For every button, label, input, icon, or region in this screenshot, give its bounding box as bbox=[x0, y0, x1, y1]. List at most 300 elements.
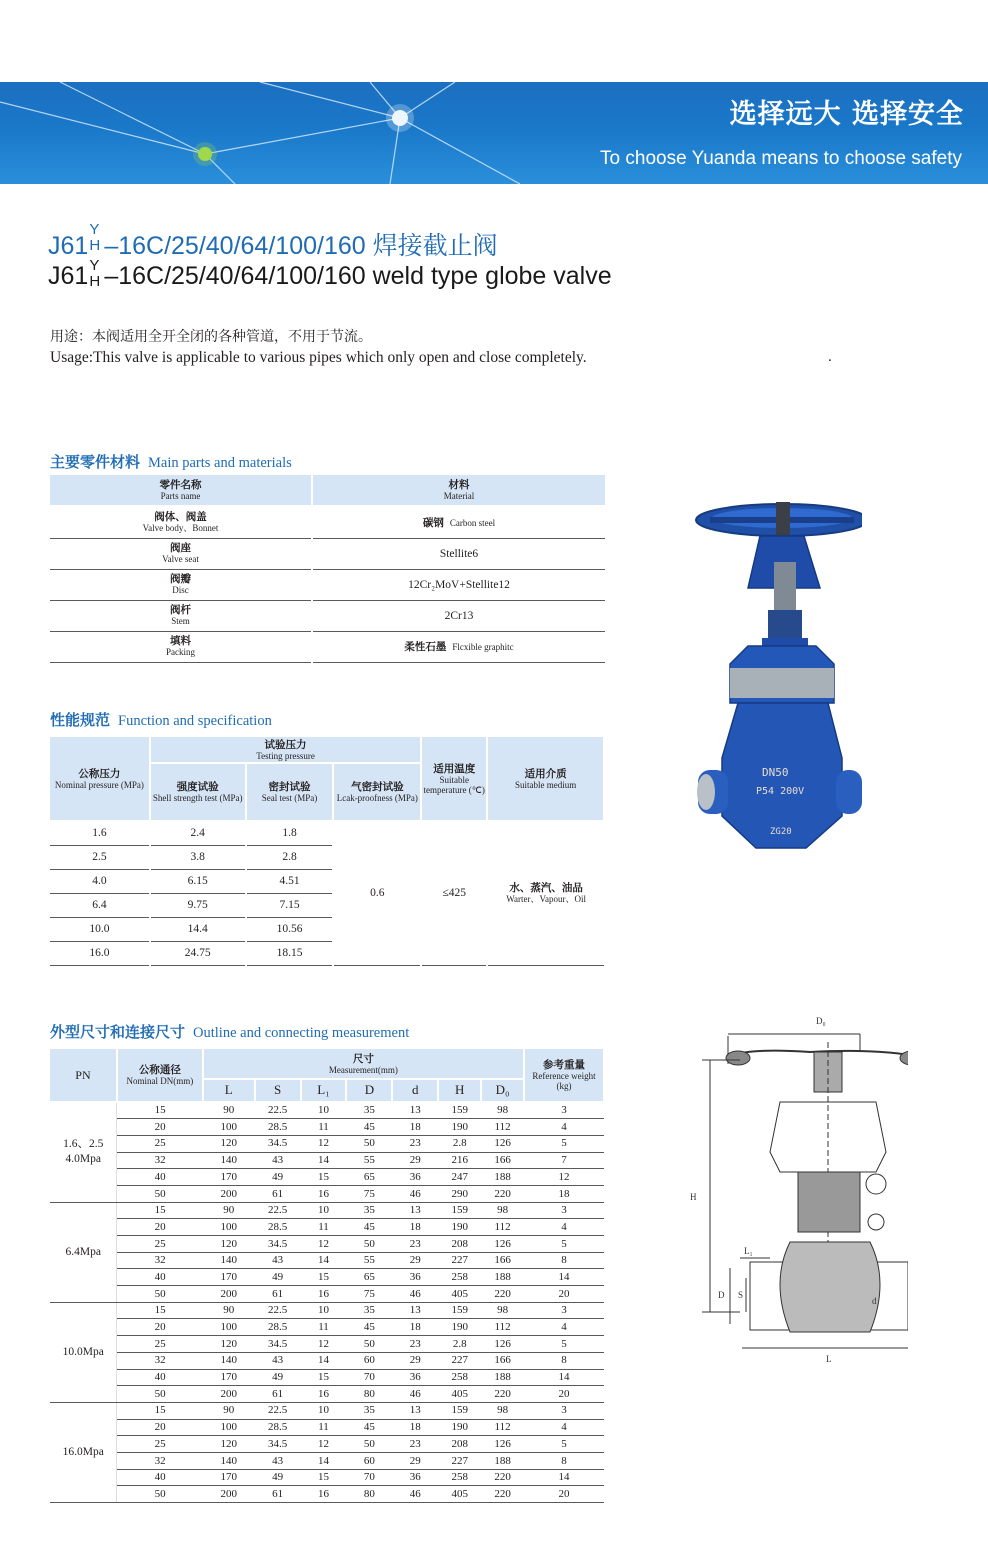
outline-cell: 5 bbox=[524, 1135, 604, 1152]
dim-label-h: H bbox=[690, 1192, 697, 1202]
outline-cell: 36 bbox=[392, 1169, 438, 1186]
outline-cell: 90 bbox=[203, 1102, 255, 1119]
outline-cell: 55 bbox=[346, 1152, 392, 1169]
materials-row bbox=[50, 600, 605, 631]
outline-cell: 50 bbox=[346, 1436, 392, 1453]
medium-value bbox=[487, 821, 604, 965]
usage-cn: 用途：本阀适用全开全闭的各种管道，不用于节流。 bbox=[50, 329, 372, 345]
part-name-en: Stem bbox=[171, 616, 190, 626]
hdr-en: Lcak-proofness (MPa) bbox=[336, 793, 418, 803]
hdr-col-1: S bbox=[255, 1079, 301, 1102]
function-cell: 10.56 bbox=[246, 917, 334, 941]
part-material bbox=[312, 569, 605, 600]
material-en: Stellite6 bbox=[439, 547, 479, 560]
outline-cell: 35 bbox=[346, 1202, 392, 1219]
outline-cell: 18 bbox=[524, 1185, 604, 1202]
outline-cell: 18 bbox=[392, 1219, 438, 1236]
outline-cell: 50 bbox=[117, 1486, 203, 1503]
hdr-cn: 试验压力 bbox=[264, 738, 307, 751]
outline-cell: 29 bbox=[392, 1252, 438, 1269]
hdr-cn: 参考重量 bbox=[543, 1059, 586, 1071]
outline-cell: 4 bbox=[524, 1319, 604, 1336]
outline-cell: 23 bbox=[392, 1135, 438, 1152]
outline-cell: 258 bbox=[438, 1369, 481, 1386]
hdr-en: Suitable temperature (℃) bbox=[423, 774, 485, 795]
outline-cell: 22.5 bbox=[255, 1402, 301, 1419]
outline-row bbox=[50, 1436, 604, 1453]
function-row bbox=[50, 821, 604, 845]
outline-cell: 40 bbox=[117, 1469, 203, 1486]
hdr-en: Nominal DN(mm) bbox=[126, 1076, 194, 1086]
hdr-shell-test bbox=[150, 763, 246, 821]
outline-cell: 46 bbox=[392, 1486, 438, 1503]
materials-heading-en: Main parts and materials bbox=[148, 455, 292, 471]
materials-header-row bbox=[50, 475, 605, 506]
outline-cell: 22.5 bbox=[255, 1302, 301, 1319]
outline-cell: 23 bbox=[392, 1336, 438, 1353]
materials-heading-cn: 主要零件材料 bbox=[50, 453, 141, 471]
dim-label-s: S bbox=[738, 1290, 744, 1300]
outline-cell: 126 bbox=[481, 1436, 524, 1453]
material-en: Carbon steel bbox=[449, 517, 496, 528]
outline-cell: 23 bbox=[392, 1236, 438, 1253]
outline-cell: 188 bbox=[481, 1369, 524, 1386]
outline-row bbox=[50, 1352, 604, 1369]
outline-cell: 14 bbox=[524, 1369, 604, 1386]
outline-cell: 4 bbox=[524, 1419, 604, 1436]
outline-cell: 140 bbox=[203, 1252, 255, 1269]
title-en bbox=[48, 257, 612, 291]
outline-cell: 126 bbox=[481, 1135, 524, 1152]
slogan-cn: 选择远大 选择安全 bbox=[729, 99, 964, 130]
usage-en: Usage:This valve is applicable to various pipes which only open and close completely. bbox=[50, 349, 587, 366]
outline-cell: 405 bbox=[438, 1286, 481, 1303]
outline-cell: 90 bbox=[203, 1402, 255, 1419]
outline-cell: 25 bbox=[117, 1336, 203, 1353]
function-heading-cn: 性能规范 bbox=[50, 711, 111, 729]
outline-row bbox=[50, 1419, 604, 1436]
outline-cell: 258 bbox=[438, 1269, 481, 1286]
outline-cell: 16 bbox=[301, 1185, 347, 1202]
part-name-cn: 阀瓣 bbox=[170, 573, 191, 585]
outline-cell: 90 bbox=[203, 1202, 255, 1219]
outline-row bbox=[50, 1102, 604, 1119]
outline-cell: 10 bbox=[301, 1402, 347, 1419]
outline-cell: 20 bbox=[117, 1119, 203, 1136]
hdr-cn: 公称压力 bbox=[78, 767, 121, 780]
outline-cell: 65 bbox=[346, 1169, 392, 1186]
outline-cell: 50 bbox=[346, 1336, 392, 1353]
outline-row bbox=[50, 1135, 604, 1152]
cast-text-2: P54 200V bbox=[756, 786, 805, 797]
outline-cell: 14 bbox=[301, 1452, 347, 1469]
dim-label-dd: d bbox=[872, 1296, 877, 1306]
dim-label-d0: D₀ bbox=[816, 1016, 826, 1026]
function-cell: 10.0 bbox=[50, 917, 150, 941]
outline-cell: 3 bbox=[524, 1402, 604, 1419]
outline-cell: 126 bbox=[481, 1236, 524, 1253]
function-cell: 3.8 bbox=[150, 845, 246, 869]
outline-cell: 29 bbox=[392, 1152, 438, 1169]
outline-cell: 43 bbox=[255, 1352, 301, 1369]
function-heading-en: Function and specification bbox=[118, 713, 272, 729]
material-cn: 碳钢 bbox=[422, 516, 444, 529]
hdr-cn: 公称通径 bbox=[138, 1064, 181, 1076]
outline-cell: 20 bbox=[524, 1286, 604, 1303]
outline-cell: 159 bbox=[438, 1202, 481, 1219]
title-sup: Y bbox=[89, 221, 100, 238]
outline-cell: 45 bbox=[346, 1219, 392, 1236]
hdr-cn: 尺寸 bbox=[352, 1052, 374, 1065]
outline-cell: 16 bbox=[301, 1386, 347, 1403]
outline-cell: 75 bbox=[346, 1185, 392, 1202]
hdr-nominal-pressure bbox=[50, 737, 150, 821]
outline-cell: 80 bbox=[346, 1486, 392, 1503]
outline-cell: 18 bbox=[392, 1119, 438, 1136]
outline-cell: 15 bbox=[301, 1169, 347, 1186]
outline-cell: 15 bbox=[117, 1202, 203, 1219]
outline-row bbox=[50, 1185, 604, 1202]
outline-cell: 5 bbox=[524, 1436, 604, 1453]
pn-group: 6.4Mpa bbox=[50, 1202, 117, 1302]
outline-cell: 140 bbox=[203, 1452, 255, 1469]
outline-cell: 65 bbox=[346, 1269, 392, 1286]
outline-cell: 80 bbox=[346, 1386, 392, 1403]
function-cell: 4.51 bbox=[246, 869, 334, 893]
outline-cell: 98 bbox=[481, 1202, 524, 1219]
outline-cell: 170 bbox=[203, 1269, 255, 1286]
outline-cell: 188 bbox=[481, 1269, 524, 1286]
outline-cell: 36 bbox=[392, 1469, 438, 1486]
materials-row bbox=[50, 506, 605, 538]
outline-cell: 170 bbox=[203, 1169, 255, 1186]
outline-cell: 7 bbox=[524, 1152, 604, 1169]
function-cell: 7.15 bbox=[246, 893, 334, 917]
outline-cell: 18 bbox=[392, 1319, 438, 1336]
outline-row bbox=[50, 1269, 604, 1286]
materials-col-material bbox=[312, 475, 605, 506]
outline-cell: 50 bbox=[117, 1185, 203, 1202]
outline-cell: 188 bbox=[481, 1452, 524, 1469]
material-cn: 柔性石墨 bbox=[404, 641, 447, 653]
outline-cell: 2.8 bbox=[438, 1135, 481, 1152]
function-cell: 2.5 bbox=[50, 845, 150, 869]
outline-cell: 190 bbox=[438, 1219, 481, 1236]
part-name-en: Disc bbox=[172, 585, 189, 595]
outline-cell: 20 bbox=[117, 1419, 203, 1436]
outline-cell: 220 bbox=[481, 1486, 524, 1503]
pn-group: 1.6、2.5 4.0Mpa bbox=[50, 1102, 117, 1202]
outline-cell: 13 bbox=[392, 1102, 438, 1119]
col-cn: 材料 bbox=[448, 478, 470, 491]
materials-row bbox=[50, 631, 605, 662]
hdr-cn: 气密封试验 bbox=[351, 781, 404, 793]
function-cell: 6.4 bbox=[50, 893, 150, 917]
outline-cell: 45 bbox=[346, 1119, 392, 1136]
outline-cell: 190 bbox=[438, 1419, 481, 1436]
function-cell: 1.8 bbox=[246, 821, 334, 845]
hdr-col-6: D₀ bbox=[481, 1079, 524, 1102]
materials-row bbox=[50, 538, 605, 569]
outline-cell: 14 bbox=[301, 1352, 347, 1369]
outline-cell: 40 bbox=[117, 1269, 203, 1286]
function-cell: 14.4 bbox=[150, 917, 246, 941]
outline-table bbox=[50, 1049, 605, 1503]
outline-cell: 98 bbox=[481, 1102, 524, 1119]
materials-col-parts bbox=[50, 475, 312, 506]
hdr-col-2: L₁ bbox=[301, 1079, 347, 1102]
outline-cell: 46 bbox=[392, 1185, 438, 1202]
outline-cell: 159 bbox=[438, 1102, 481, 1119]
outline-cell: 35 bbox=[346, 1302, 392, 1319]
outline-cell: 220 bbox=[481, 1469, 524, 1486]
outline-cell: 14 bbox=[524, 1469, 604, 1486]
pn-group: 16.0Mpa bbox=[50, 1402, 117, 1502]
outline-cell: 140 bbox=[203, 1152, 255, 1169]
function-cell: 9.75 bbox=[150, 893, 246, 917]
cast-text-3: ZG20 bbox=[770, 827, 792, 837]
outline-row bbox=[50, 1302, 604, 1319]
outline-cell: 75 bbox=[346, 1286, 392, 1303]
outline-cell: 35 bbox=[346, 1102, 392, 1119]
outline-row bbox=[50, 1336, 604, 1353]
outline-cell: 120 bbox=[203, 1236, 255, 1253]
cast-text-1: DN50 bbox=[762, 766, 789, 779]
outline-cell: 46 bbox=[392, 1286, 438, 1303]
outline-cell: 34.5 bbox=[255, 1236, 301, 1253]
outline-row bbox=[50, 1402, 604, 1419]
title-sup: Y bbox=[89, 257, 100, 274]
hdr-cn: 密封试验 bbox=[268, 781, 311, 793]
outline-cell: 20 bbox=[117, 1219, 203, 1236]
part-name-cn: 阀杆 bbox=[170, 604, 191, 616]
col-cn: 零件名称 bbox=[159, 478, 202, 491]
hdr-col-4: d bbox=[392, 1079, 438, 1102]
outline-cell: 126 bbox=[481, 1336, 524, 1353]
outline-cell: 216 bbox=[438, 1152, 481, 1169]
outline-cell: 14 bbox=[301, 1252, 347, 1269]
outline-cell: 13 bbox=[392, 1202, 438, 1219]
outline-cell: 20 bbox=[117, 1319, 203, 1336]
outline-row bbox=[50, 1369, 604, 1386]
col-en: Material bbox=[443, 490, 475, 501]
outline-cell: 36 bbox=[392, 1269, 438, 1286]
outline-cell: 11 bbox=[301, 1119, 347, 1136]
outline-cell: 98 bbox=[481, 1402, 524, 1419]
title-prefix: J61 bbox=[48, 232, 89, 260]
outline-cell: 159 bbox=[438, 1402, 481, 1419]
part-material bbox=[312, 600, 605, 631]
outline-cell: 405 bbox=[438, 1386, 481, 1403]
function-heading bbox=[50, 709, 272, 730]
title-prefix: J61 bbox=[48, 262, 89, 290]
valve-drawing bbox=[680, 1012, 908, 1384]
outline-row bbox=[50, 1219, 604, 1236]
outline-cell: 405 bbox=[438, 1486, 481, 1503]
outline-cell: 14 bbox=[524, 1269, 604, 1286]
outline-cell: 61 bbox=[255, 1486, 301, 1503]
outline-cell: 227 bbox=[438, 1252, 481, 1269]
outline-cell: 50 bbox=[346, 1236, 392, 1253]
hdr-en: Seal test (MPa) bbox=[261, 793, 318, 803]
outline-cell: 4 bbox=[524, 1119, 604, 1136]
hdr-en: Shell strength test (MPa) bbox=[152, 793, 243, 803]
outline-cell: 220 bbox=[481, 1386, 524, 1403]
function-cell: 1.6 bbox=[50, 821, 150, 845]
hdr-cn: 适用介质 bbox=[524, 767, 567, 780]
outline-cell: 200 bbox=[203, 1185, 255, 1202]
outline-cell: 18 bbox=[392, 1419, 438, 1436]
outline-row bbox=[50, 1202, 604, 1219]
outline-cell: 32 bbox=[117, 1352, 203, 1369]
title-sub: H bbox=[89, 237, 101, 254]
outline-cell: 11 bbox=[301, 1319, 347, 1336]
hdr-pn: PN bbox=[50, 1049, 117, 1102]
outline-cell: 247 bbox=[438, 1169, 481, 1186]
outline-row bbox=[50, 1152, 604, 1169]
outline-row bbox=[50, 1119, 604, 1136]
outline-cell: 112 bbox=[481, 1319, 524, 1336]
hdr-measurement bbox=[203, 1049, 524, 1079]
part-material bbox=[312, 631, 605, 662]
outline-heading-cn: 外型尺寸和连接尺寸 bbox=[50, 1023, 186, 1041]
outline-cell: 49 bbox=[255, 1369, 301, 1386]
outline-cell: 112 bbox=[481, 1119, 524, 1136]
function-cell: 6.15 bbox=[150, 869, 246, 893]
outline-cell: 190 bbox=[438, 1119, 481, 1136]
outline-cell: 15 bbox=[301, 1469, 347, 1486]
hdr-en: Nominal pressure (MPa) bbox=[54, 779, 144, 790]
hdr-en: Reference weight (kg) bbox=[532, 1071, 596, 1091]
outline-cell: 34.5 bbox=[255, 1436, 301, 1453]
outline-row bbox=[50, 1452, 604, 1469]
outline-cell: 3 bbox=[524, 1102, 604, 1119]
outline-cell: 20 bbox=[524, 1486, 604, 1503]
outline-cell: 227 bbox=[438, 1452, 481, 1469]
dim-label-l: L bbox=[826, 1354, 832, 1364]
outline-cell: 40 bbox=[117, 1369, 203, 1386]
materials-row bbox=[50, 569, 605, 600]
material-en: Flcxible graphitc bbox=[452, 642, 514, 652]
outline-cell: 34.5 bbox=[255, 1336, 301, 1353]
outline-cell: 11 bbox=[301, 1219, 347, 1236]
outline-cell: 100 bbox=[203, 1219, 255, 1236]
outline-cell: 100 bbox=[203, 1419, 255, 1436]
part-material bbox=[312, 538, 605, 569]
outline-cell: 22.5 bbox=[255, 1202, 301, 1219]
outline-row bbox=[50, 1386, 604, 1403]
outline-cell: 40 bbox=[117, 1169, 203, 1186]
function-cell: 4.0 bbox=[50, 869, 150, 893]
outline-cell: 5 bbox=[524, 1236, 604, 1253]
hdr-dn bbox=[117, 1049, 203, 1102]
outline-row bbox=[50, 1469, 604, 1486]
outline-cell: 4 bbox=[524, 1219, 604, 1236]
outline-cell: 12 bbox=[301, 1236, 347, 1253]
outline-cell: 12 bbox=[524, 1169, 604, 1186]
outline-cell: 70 bbox=[346, 1369, 392, 1386]
outline-cell: 188 bbox=[481, 1169, 524, 1186]
outline-cell: 3 bbox=[524, 1302, 604, 1319]
dim-label-d: D bbox=[718, 1290, 725, 1300]
outline-cell: 208 bbox=[438, 1436, 481, 1453]
outline-cell: 29 bbox=[392, 1352, 438, 1369]
outline-cell: 20 bbox=[524, 1386, 604, 1403]
outline-cell: 200 bbox=[203, 1386, 255, 1403]
outline-cell: 50 bbox=[117, 1286, 203, 1303]
function-cell: 24.75 bbox=[150, 941, 246, 965]
part-name bbox=[50, 600, 312, 631]
part-name-cn: 阀座 bbox=[170, 542, 191, 554]
outline-cell: 170 bbox=[203, 1369, 255, 1386]
hdr-en: Suitable medium bbox=[514, 779, 577, 790]
outline-cell: 28.5 bbox=[255, 1219, 301, 1236]
hdr-testing-pressure bbox=[150, 737, 421, 763]
hdr-air-test bbox=[333, 763, 421, 821]
materials-heading bbox=[50, 451, 292, 472]
outline-cell: 290 bbox=[438, 1185, 481, 1202]
outline-cell: 170 bbox=[203, 1469, 255, 1486]
hdr-col-3: D bbox=[346, 1079, 392, 1102]
outline-cell: 200 bbox=[203, 1486, 255, 1503]
outline-cell: 60 bbox=[346, 1452, 392, 1469]
outline-cell: 220 bbox=[481, 1185, 524, 1202]
material-en: 2Cr13 bbox=[444, 609, 474, 622]
outline-cell: 12 bbox=[301, 1436, 347, 1453]
outline-row bbox=[50, 1252, 604, 1269]
outline-cell: 60 bbox=[346, 1352, 392, 1369]
outline-cell: 16 bbox=[301, 1286, 347, 1303]
outline-cell: 90 bbox=[203, 1302, 255, 1319]
title-cn-text: –16C/25/40/64/100/160 焊接截止阀 bbox=[104, 232, 498, 260]
outline-cell: 120 bbox=[203, 1436, 255, 1453]
hdr-col-5: H bbox=[438, 1079, 481, 1102]
hdr-cn: 强度试验 bbox=[176, 781, 219, 793]
outline-cell: 28.5 bbox=[255, 1119, 301, 1136]
dim-label-l1: L₁ bbox=[744, 1246, 753, 1256]
outline-cell: 29 bbox=[392, 1452, 438, 1469]
outline-cell: 49 bbox=[255, 1469, 301, 1486]
medium-en: Warter、Vapour、Oil bbox=[506, 894, 586, 905]
outline-cell: 15 bbox=[117, 1102, 203, 1119]
outline-cell: 32 bbox=[117, 1452, 203, 1469]
outline-cell: 28.5 bbox=[255, 1319, 301, 1336]
outline-cell: 166 bbox=[481, 1352, 524, 1369]
part-name-en: Packing bbox=[166, 647, 195, 657]
outline-cell: 100 bbox=[203, 1119, 255, 1136]
part-name bbox=[50, 569, 312, 600]
title-en-text: –16C/25/40/64/100/160 weld type globe valve bbox=[104, 262, 612, 290]
outline-cell: 45 bbox=[346, 1319, 392, 1336]
outline-cell: 140 bbox=[203, 1352, 255, 1369]
col-en: Parts name bbox=[160, 490, 201, 501]
outline-cell: 43 bbox=[255, 1252, 301, 1269]
hdr-en: Testing pressure bbox=[256, 750, 315, 761]
outline-cell: 15 bbox=[301, 1269, 347, 1286]
outline-cell: 208 bbox=[438, 1236, 481, 1253]
material-en: 12Cr₂MoV+Stellite12 bbox=[408, 578, 510, 591]
bonnet-ring bbox=[730, 668, 834, 698]
medium-cn: 水、蒸汽、油品 bbox=[509, 882, 583, 895]
outline-cell: 120 bbox=[203, 1336, 255, 1353]
outline-cell: 8 bbox=[524, 1252, 604, 1269]
pn-group: 10.0Mpa bbox=[50, 1302, 117, 1402]
outline-cell: 25 bbox=[117, 1236, 203, 1253]
hdr-weight bbox=[524, 1049, 604, 1102]
outline-cell: 8 bbox=[524, 1352, 604, 1369]
hdr-cn: 适用温度 bbox=[433, 762, 476, 775]
outline-cell: 16 bbox=[301, 1486, 347, 1503]
